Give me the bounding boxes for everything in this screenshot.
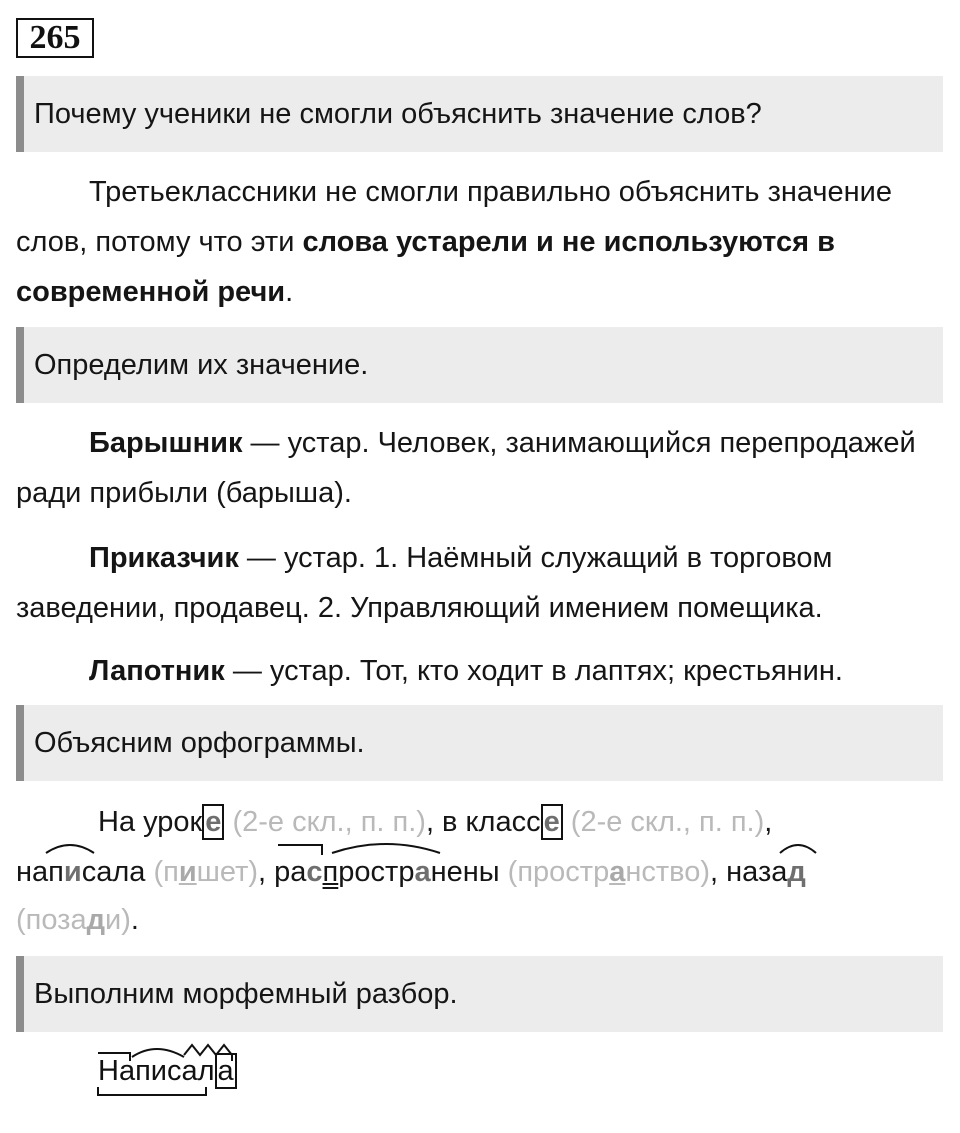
separator: , — [764, 806, 773, 838]
ending-box: е — [202, 804, 224, 840]
orthogram-letter: а — [414, 856, 431, 888]
definition-word: Лапотник — [89, 655, 225, 687]
definition-lapotnik — [16, 646, 951, 696]
hint-orthogram — [609, 856, 625, 888]
word-uroke-stem: На урок — [98, 806, 203, 838]
morpheme-ending: а — [215, 1053, 237, 1089]
hint-text: шет) — [196, 856, 259, 888]
word-napisala — [16, 847, 145, 897]
hint-letter: и — [178, 856, 197, 888]
orthogram-line-3 — [16, 895, 951, 945]
hint-text: (п — [153, 856, 179, 888]
answer-end: . — [285, 276, 294, 308]
question-bar-1 — [16, 76, 943, 152]
hint-text: (2-е скл., п. п.) — [570, 806, 765, 838]
definition-prikazchik — [16, 533, 951, 633]
question-bar-4 — [16, 956, 943, 1032]
hint-text: и) — [105, 904, 131, 936]
hint-text: (поза — [16, 904, 87, 936]
word-part: сала — [81, 856, 146, 888]
ending-box: е — [541, 804, 563, 840]
word-rasprostraneny — [274, 847, 499, 897]
word-part: нены — [430, 856, 500, 888]
answer-text: Третьеклассники не смогли правильно объяснить значение слов, потому что эти — [16, 176, 892, 258]
orthogram-letter: п — [322, 856, 339, 888]
definition-text: — устар. Человек, занимающийся перепродажей ради прибыли (барыша). — [16, 427, 916, 509]
definition-word: Барышник — [89, 427, 243, 459]
hint-letter: д — [86, 904, 106, 936]
morpheme-word — [98, 1053, 237, 1089]
separator: , в — [425, 806, 466, 838]
morpheme-stem: Написал — [98, 1055, 215, 1087]
question-bar-3 — [16, 705, 943, 781]
word-nazad — [726, 847, 806, 897]
hint-text: (2-е скл., п. п.) — [232, 806, 426, 838]
answer-bold: слова устарели и не используются в современной речи — [16, 226, 835, 308]
orthogram-letter: и — [63, 856, 82, 888]
question-text: Определим их значение. — [34, 349, 369, 381]
separator: , — [258, 856, 275, 888]
hint-text: нство) — [625, 856, 711, 888]
word-part: тр — [385, 856, 415, 888]
answer-paragraph — [16, 167, 951, 317]
definition-barishnik — [16, 418, 951, 518]
definition-word: Приказчик — [89, 542, 239, 574]
separator: , — [710, 856, 727, 888]
hint-orthogram — [179, 856, 197, 888]
exercise-number: 265 — [16, 18, 94, 58]
orthogram-letter: д — [787, 856, 806, 888]
word-part: нап — [16, 856, 64, 888]
separator: . — [130, 904, 139, 936]
word-part: наза — [726, 856, 788, 888]
orthogram-line-2 — [16, 847, 951, 897]
question-text: Почему ученики не смогли объяснить значение слов? — [34, 98, 762, 130]
hint-orthogram — [87, 904, 105, 936]
question-text: Объясним орфограммы. — [34, 727, 365, 759]
word-part: рос — [338, 856, 386, 888]
hint-text: (простр — [507, 856, 610, 888]
hint-letter: а — [609, 856, 626, 888]
question-bar-2 — [16, 327, 943, 403]
word-klasse-stem: класс — [465, 806, 541, 838]
definition-text: — устар. Тот, кто ходит в лаптях; крестьянин. — [224, 655, 843, 687]
definition-text: — устар. 1. Наёмный служащий в торговом заведении, продавец. 2. Управляющий имением помещика. — [16, 542, 833, 624]
question-text: Выполним морфемный разбор. — [34, 978, 458, 1010]
orthogram-letter: с — [306, 856, 323, 888]
word-part: ра — [274, 856, 307, 888]
orthogram-paragraph — [16, 797, 958, 847]
